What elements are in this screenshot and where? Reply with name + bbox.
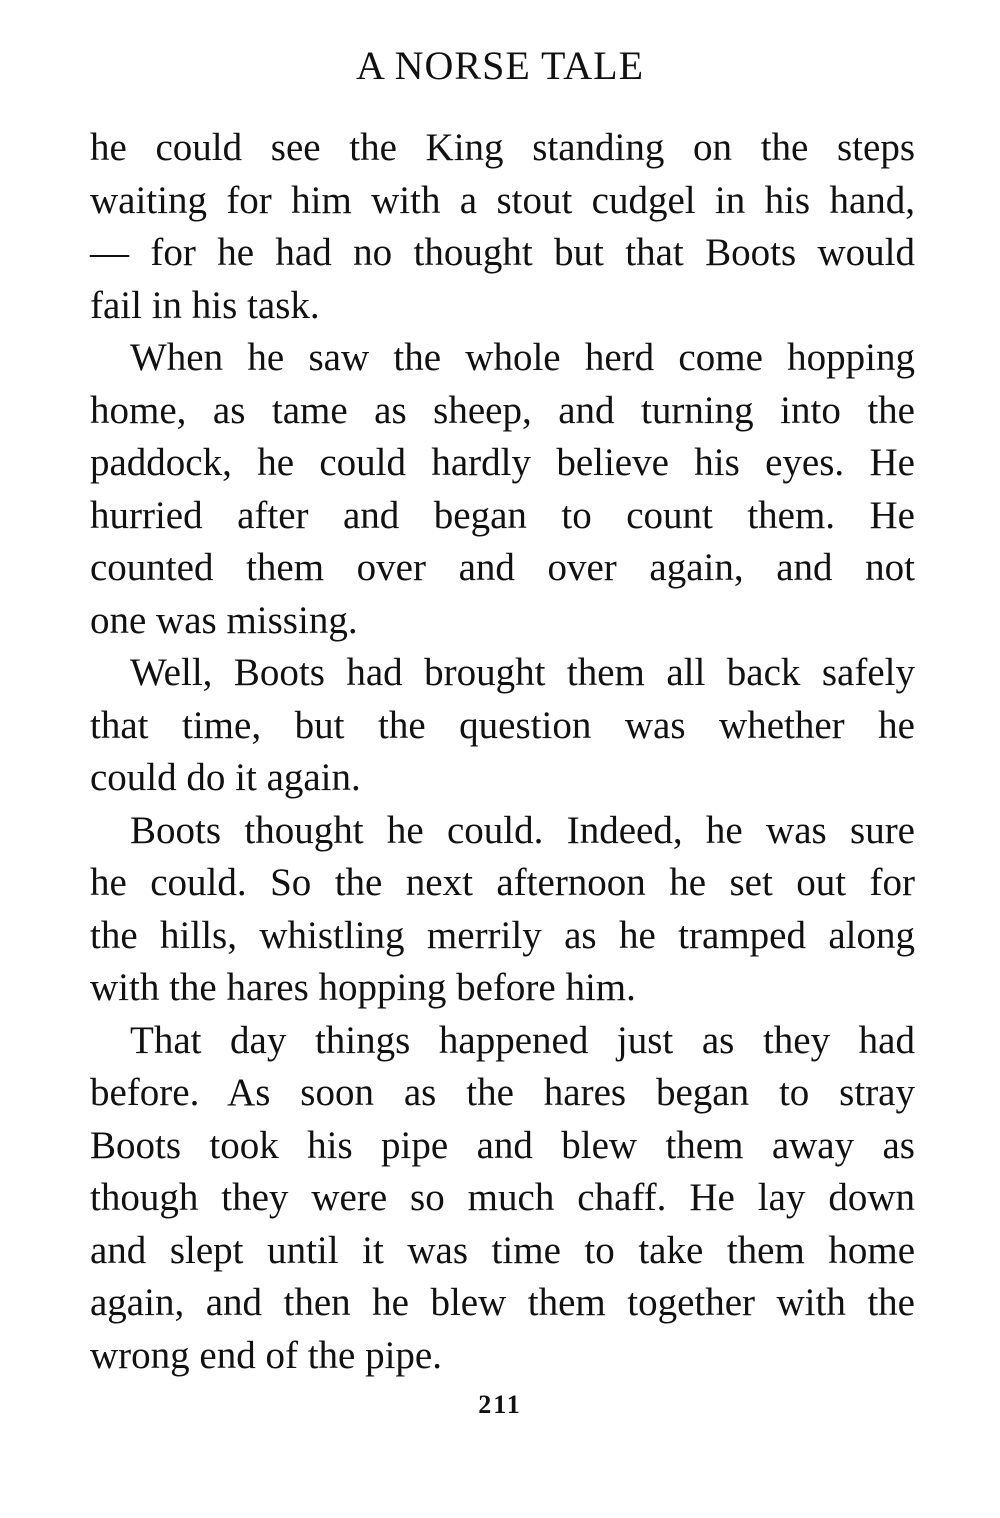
text-line: When he saw the whole herd come hopping: [130, 336, 915, 379]
text-line: hurried after and began to count them. He: [90, 493, 915, 537]
text-line: again, and then he blew them together with the: [90, 1281, 915, 1324]
body-text: [90, 122, 915, 1382]
text-line: fail in his task.: [90, 283, 320, 327]
text-line: That day things happened just as they had: [130, 1018, 915, 1062]
text-line: waiting for him with a stout cudgel in his hand,: [90, 178, 915, 222]
text-line: that time, but the question was whether he: [90, 703, 915, 747]
text-line: with the hares hopping before him.: [90, 966, 636, 1009]
text-line: wrong end of the pipe.: [90, 1333, 442, 1377]
text-line: Boots thought he could. Indeed, he was sure: [130, 808, 915, 852]
text-line: and slept until it was time to take them home: [90, 1228, 915, 1272]
text-line: could do it again.: [90, 756, 361, 799]
text-line: he could. So the next afternoon he set out for: [90, 861, 915, 904]
text-line: one was missing.: [90, 598, 358, 642]
page-number: 211: [478, 1390, 522, 1419]
text-line: home, as tame as sheep, and turning into the: [90, 388, 915, 432]
text-line: he could see the King standing on the steps: [90, 126, 915, 169]
running-head: A NORSE TALE: [355, 43, 645, 88]
text-line: the hills, whistling merrily as he tramped along: [90, 913, 915, 957]
text-line: — for he had no thought but that Boots would: [90, 231, 915, 274]
text-line: Well, Boots had brought them all back safely: [130, 651, 915, 694]
text-line: paddock, he could hardly believe his eyes. He: [90, 441, 915, 484]
text-line: counted them over and over again, and not: [90, 546, 915, 589]
text-line: Boots took his pipe and blew them away as: [90, 1123, 915, 1167]
text-line: though they were so much chaff. He lay down: [90, 1176, 915, 1219]
text-line: before. As soon as the hares began to stray: [90, 1071, 915, 1114]
